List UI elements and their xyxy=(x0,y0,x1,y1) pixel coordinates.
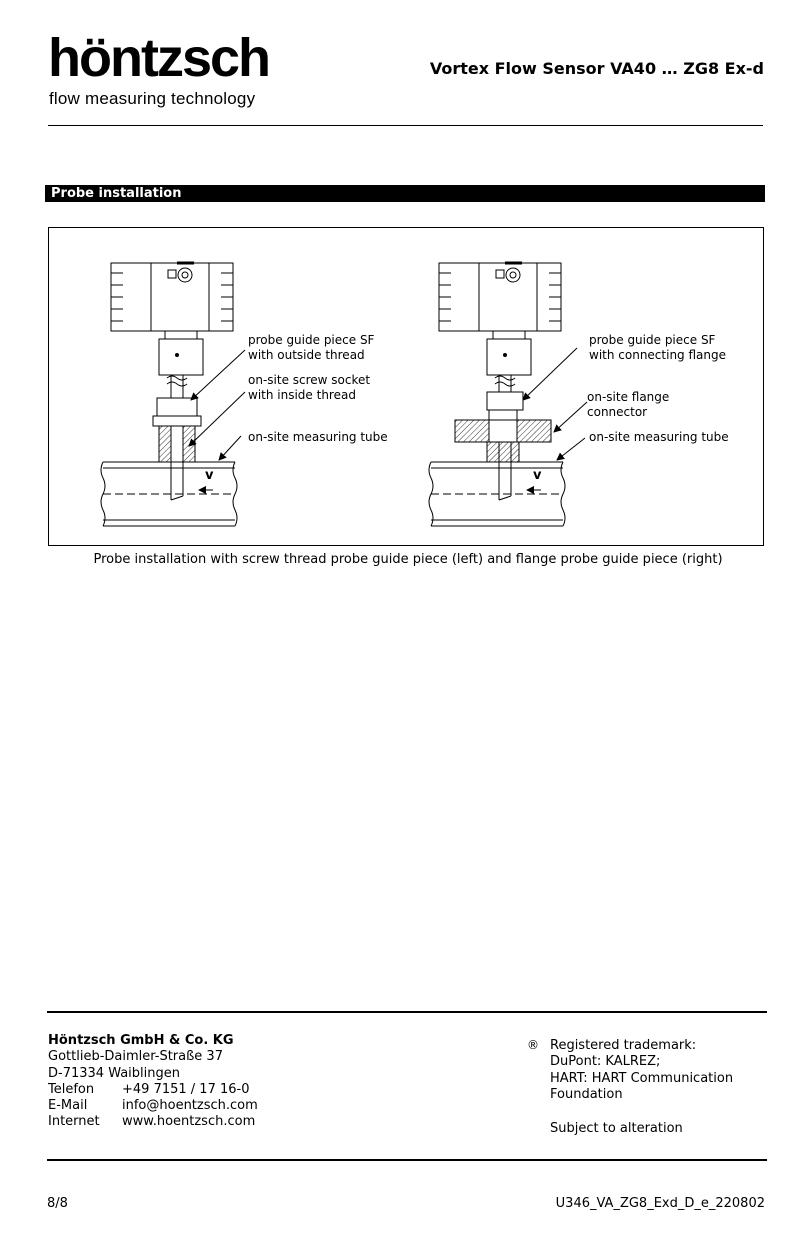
label-flange-connector: on-site flange connector xyxy=(587,390,670,419)
company-address xyxy=(48,1033,258,1131)
email-link[interactable]: info@hoentzsch.com xyxy=(122,1098,258,1114)
document-title: Vortex Flow Sensor VA40 … ZG8 Ex-d xyxy=(429,59,764,78)
flow-velocity-symbol-left: v xyxy=(205,468,214,483)
contact-phone xyxy=(48,1082,258,1098)
section-title: Probe installation xyxy=(45,185,765,202)
company-street: Gottlieb-Daimler-Straße 37 xyxy=(48,1049,223,1065)
label-probe-guide-connecting-flange: probe guide piece SF with connecting flange xyxy=(589,333,726,362)
installation-drawing xyxy=(49,228,763,545)
footer-bottom-divider xyxy=(47,1159,767,1161)
flow-velocity-symbol-right: v xyxy=(533,468,542,483)
registered-trademark-symbol: ® xyxy=(527,1038,539,1052)
trademark-line: DuPont: KALREZ; xyxy=(550,1054,661,1070)
document-code: U346_VA_ZG8_Exd_D_e_220802 xyxy=(555,1196,765,1211)
footer-top-divider xyxy=(47,1011,767,1013)
company-logo: höntzsch xyxy=(48,28,269,88)
contact-internet xyxy=(48,1114,258,1130)
left-assembly xyxy=(101,263,245,526)
header-divider xyxy=(48,125,763,126)
trademark-line: Foundation xyxy=(550,1086,623,1102)
website-link[interactable]: www.hoentzsch.com xyxy=(122,1114,256,1130)
company-city: D-71334 Waiblingen xyxy=(48,1065,180,1081)
label-probe-guide-outside-thread: probe guide piece SF with outside thread xyxy=(248,333,375,362)
company-name: Höntzsch GmbH & Co. KG xyxy=(48,1033,234,1048)
contact-key: Internet xyxy=(48,1114,100,1130)
phone-value: +49 7151 / 17 16-0 xyxy=(122,1081,250,1097)
installation-figure xyxy=(48,227,764,546)
label-measuring-tube-left: on-site measuring tube xyxy=(248,430,388,444)
contact-key: Telefon xyxy=(48,1081,95,1097)
trademark-line: HART: HART Communication xyxy=(550,1070,734,1086)
logo-tagline: flow measuring technology xyxy=(49,89,256,108)
right-assembly xyxy=(429,263,587,526)
alteration-note: Subject to alteration xyxy=(550,1121,683,1136)
contact-email xyxy=(48,1098,258,1114)
label-measuring-tube-right: on-site measuring tube xyxy=(589,430,729,444)
contact-key: E-Mail xyxy=(48,1098,88,1114)
label-screw-socket: on-site screw socket with inside thread xyxy=(248,373,371,402)
trademark-notice xyxy=(550,1038,733,1103)
trademark-line: Registered trademark: xyxy=(550,1038,697,1053)
figure-caption: Probe installation with screw thread probe guide piece (left) and flange probe guide piece (right) xyxy=(93,552,723,567)
page-number: 8/8 xyxy=(47,1196,68,1211)
